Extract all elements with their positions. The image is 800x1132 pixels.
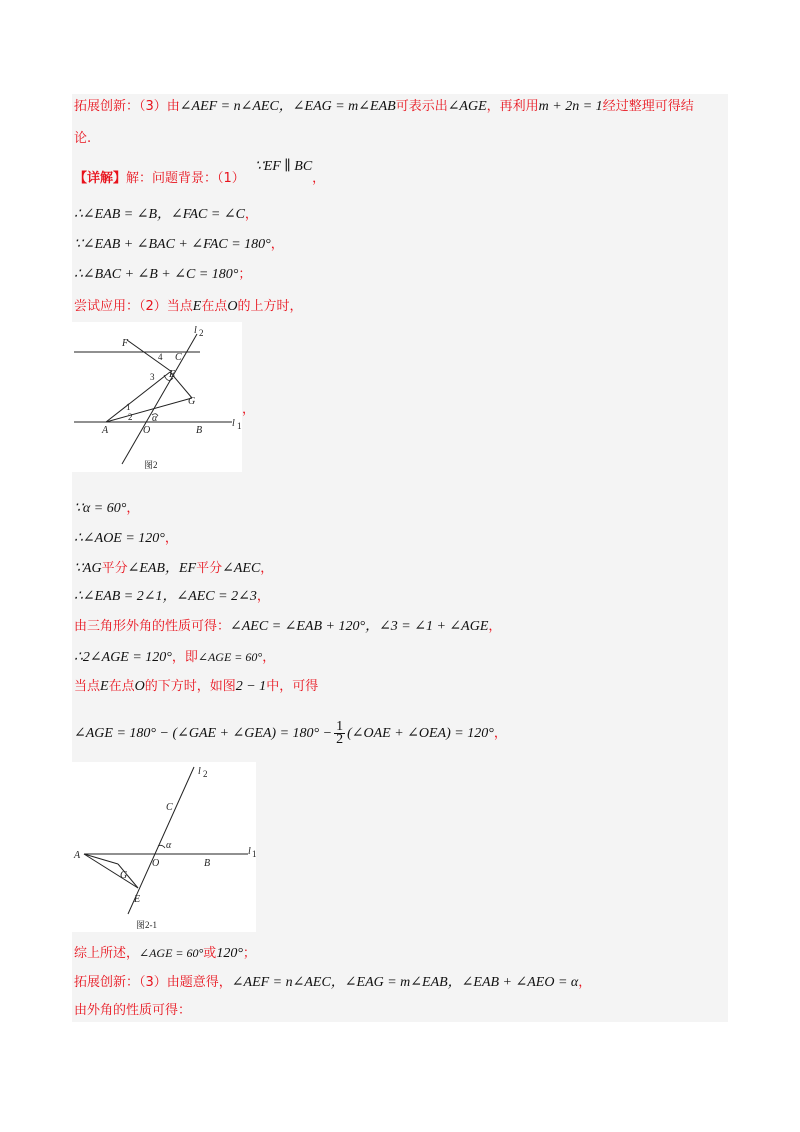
text: ，再利用 (486, 99, 539, 114)
label-alpha: α (152, 413, 158, 424)
formula: ∵∠EAB + ∠BAC + ∠FAC = 180° (74, 237, 271, 252)
label-c: C (166, 802, 173, 813)
text: 的上方时， (237, 299, 303, 314)
text: ， (312, 171, 326, 186)
text: 在点 (201, 299, 228, 314)
text: ， (493, 726, 507, 741)
text: ，即 (171, 650, 198, 665)
line-step (74, 556, 273, 582)
formula: O (134, 679, 145, 694)
text: 当点 (74, 679, 101, 694)
text: ； (238, 267, 252, 282)
segment-ae (84, 854, 138, 888)
text: ， (262, 650, 276, 665)
figure-caption: 图2 (144, 460, 158, 470)
line-solution-start (74, 159, 326, 192)
text: ； (242, 946, 256, 961)
formula: ∠AGE = 60° (197, 650, 263, 664)
label-c: C (175, 352, 182, 363)
figure-2-diagram (72, 322, 242, 472)
text: 中，可得 (266, 679, 319, 694)
text: ， (256, 589, 270, 604)
text: 由三角形外角的性质可得： (74, 619, 231, 634)
line-step (74, 584, 270, 610)
formula: (∠OAE + ∠OEA) = 120° (347, 726, 494, 741)
text: ， (164, 531, 178, 546)
text: 拓展创新：（3）由 (74, 99, 180, 114)
label-a: A (102, 425, 109, 436)
label-g: G (188, 396, 196, 407)
formula: ∴∠AOE = 120° (74, 531, 165, 546)
segment-ag (106, 398, 192, 422)
line-summary (74, 940, 256, 966)
formula: ∠AGE = 180° − (∠GAE + ∠GEA) = 180° − (74, 726, 333, 741)
text: 尝试应用：（2）当点 (74, 299, 193, 314)
line-step (74, 496, 139, 522)
text: 由外角的性质可得： (74, 1003, 192, 1018)
text: 在点 (108, 679, 135, 694)
label-o: O (152, 858, 160, 869)
text: 或 (203, 946, 217, 961)
label-b: B (196, 425, 203, 436)
label-a: A (74, 850, 81, 861)
formula: ∵AG (74, 561, 102, 576)
segment-ag (84, 854, 118, 864)
line-try-apply (74, 294, 303, 320)
text: 拓展创新：（3）由题意得， (74, 975, 232, 990)
label-l2-sub: 2 (199, 328, 204, 338)
text: ， (578, 975, 592, 990)
label-g: G (120, 870, 128, 881)
line-step (74, 202, 258, 228)
formula: ∴∠BAC + ∠B + ∠C = 180° (74, 267, 239, 282)
label-l2: l (198, 766, 201, 777)
formula: ∠AEF = n∠AEC，∠EAG = m∠EAB，∠EAB + ∠AEO = α (231, 975, 579, 990)
label-e: E (169, 369, 176, 380)
formula: ∠AEC (222, 561, 261, 576)
formula: 120° (216, 946, 243, 961)
text: ， (270, 237, 284, 252)
formula: ∠AGE = 60° (139, 946, 204, 960)
segment-fe (127, 340, 172, 372)
formula: ∵α = 60° (74, 501, 127, 516)
text: 可表示出 (395, 99, 448, 114)
figure-trailing-comma: ， (242, 402, 256, 417)
text: 平分 (196, 561, 223, 576)
text: ， (126, 501, 140, 516)
formula: E (192, 299, 202, 314)
label-l1: l (248, 846, 251, 857)
text: 平分 (101, 561, 128, 576)
formula: ∴∠EAB = 2∠1，∠AEC = 2∠3 (74, 589, 257, 604)
text: ， (260, 561, 274, 576)
formula: ∵EF ∥ BC (254, 159, 313, 174)
numerator: 1 (336, 719, 344, 734)
formula: E (100, 679, 109, 694)
text: ， (488, 619, 502, 634)
label-l2: l (194, 325, 197, 336)
text: 综上所述， (74, 946, 140, 961)
text: 论. (74, 131, 92, 146)
formula: O (227, 299, 238, 314)
line-step (74, 644, 275, 670)
formula: ∠AGE (447, 99, 487, 114)
formula: ∠AEF = n∠AEC，∠EAG = m∠EAB (179, 99, 396, 114)
denominator: 2 (336, 732, 344, 747)
figure-2-1 (72, 762, 256, 932)
line-l2 (128, 767, 194, 914)
line-step (74, 232, 284, 258)
text: ， (244, 207, 258, 222)
text: 解：问题背景：（1） (126, 171, 245, 186)
label-alpha: α (166, 840, 172, 851)
line-extension-solution (74, 970, 591, 996)
line-exterior-angle (74, 998, 191, 1024)
text: 经过整理可得结 (602, 99, 694, 114)
formula: ∠AEC = ∠EAB + 120°，∠3 = ∠1 + ∠AGE (230, 619, 489, 634)
line-step (74, 614, 501, 640)
line-step (74, 526, 178, 552)
label-2: 2 (128, 412, 133, 422)
formula: ∠EAB，EF (127, 561, 197, 576)
figure-2 (72, 322, 242, 472)
figure-caption: 图2-1 (136, 920, 157, 930)
formula: m + 2n = 1 (538, 99, 603, 114)
angle-arc-alpha (158, 845, 165, 848)
label-e: E (134, 894, 141, 905)
label-l1-sub: 1 (237, 421, 242, 431)
label-4: 4 (158, 352, 163, 362)
label-f: F (122, 338, 129, 349)
line-conclusion (74, 126, 91, 152)
line-formula-long (74, 716, 507, 752)
line-extension-hint (74, 94, 694, 120)
label-o: O (143, 425, 151, 436)
label-1: 1 (126, 402, 131, 412)
line-step (74, 262, 251, 288)
line-below-case (74, 674, 318, 700)
label-l1: l (232, 418, 235, 429)
fraction-half (334, 721, 345, 746)
figure-2-1-diagram (72, 762, 256, 932)
label-l1-sub: 1 (252, 849, 257, 859)
label-l2-sub: 2 (203, 769, 208, 779)
label-3: 3 (150, 372, 155, 382)
formula: 2 − 1 (235, 679, 267, 694)
solution-tag: 【详解】 (74, 171, 127, 186)
formula: ∴2∠AGE = 120° (74, 650, 172, 665)
text: 的下方时，如图 (144, 679, 236, 694)
label-b: B (204, 858, 211, 869)
formula: ∴∠EAB = ∠B，∠FAC = ∠C (74, 207, 245, 222)
